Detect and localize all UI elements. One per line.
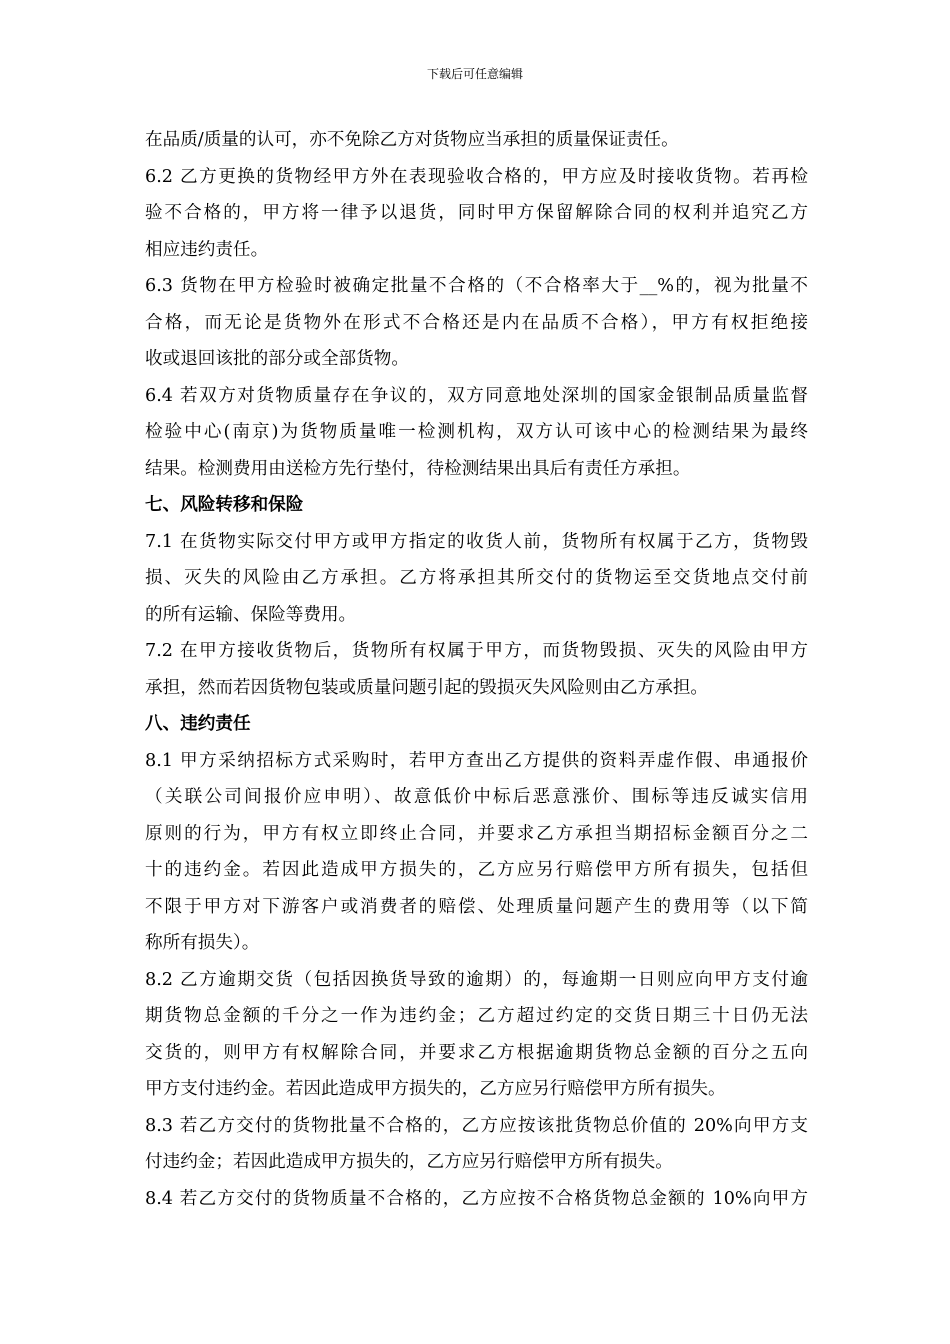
body-text-line: 7.1 在货物实际交付甲方或甲方指定的收货人前，货物所有权属于乙方，货物毁: [145, 531, 808, 552]
body-text-line: 原则的行为，甲方有权立即终止合同，并要求乙方承担当期招标金额百分之二: [145, 823, 808, 844]
body-text-line: 十的违约金。若因此造成甲方损失的，乙方应另行赔偿甲方所有损失，包括但: [145, 860, 808, 880]
body-text-line: 验不合格的，甲方将一律予以退货，同时甲方保留解除合同的权利并追究乙方: [145, 203, 808, 223]
page-header: 下载后可任意编辑: [426, 67, 523, 81]
body-text-line: 相应违约责任。: [145, 239, 269, 260]
body-text-line: 称所有损失）。: [145, 933, 260, 953]
document-body: [145, 122, 808, 1217]
body-text-line: 7.2 在甲方接收货物后，货物所有权属于甲方，而货物毁损、灭失的风险由甲方: [145, 641, 808, 661]
body-text-line: 损、灭失的风险由乙方承担。乙方将承担其所交付的货物运至交货地点交付前: [145, 568, 808, 588]
body-text-line: 期货物总金额的千分之一作为违约金；乙方超过约定的交货日期三十日仍无法: [145, 1006, 808, 1026]
body-text-line: 8.4 若乙方交付的货物质量不合格的，乙方应按不合格货物总金额的 10%向甲方: [145, 1188, 808, 1209]
body-text-line: 收或退回该批的部分或全部货物。: [145, 349, 409, 369]
body-text-line: 6.4 若双方对货物质量存在争议的，双方同意地处深圳的国家金银制品质量监督: [145, 385, 808, 406]
body-text-line: 不限于甲方对下游客户或消费者的赔偿、处理质量问题产生的费用等（以下简: [145, 896, 808, 917]
body-text-line: 检验中心(南京)为货物质量唯一检测机构，双方认可该中心的检测结果为最终: [145, 422, 808, 442]
body-text-line: （关联公司间报价应申明）、故意低价中标后恶意涨价、围标等违反诚实信用: [145, 787, 808, 807]
body-text-line: 在品质/质量的认可，亦不免除乙方对货物应当承担的质量保证责任。: [145, 130, 679, 150]
body-text-line: 结果。检测费用由送检方先行垫付，待检测结果出具后有责任方承担。: [145, 458, 691, 479]
body-text-line: 6.3 货物在甲方检验时被确定批量不合格的（不合格率大于__%的，视为批量不: [145, 276, 808, 296]
section-heading: 八、违约责任: [145, 713, 251, 734]
body-text-line: 付违约金；若因此造成甲方损失的，乙方应另行赔偿甲方所有损失。: [145, 1152, 673, 1172]
body-text-line: 的所有运输、保险等费用。: [145, 604, 357, 625]
body-text-line: 交货的，则甲方有权解除合同，并要求乙方根据逾期货物总金额的百分之五向: [145, 1042, 808, 1063]
body-text-line: 8.2 乙方逾期交货（包括因换货导致的逾期）的，每逾期一日则应向甲方支付逾: [145, 969, 808, 990]
body-text-line: 6.2 乙方更换的货物经甲方外在表现验收合格的，甲方应及时接收货物。若再检: [145, 166, 808, 187]
body-text-line: 承担，然而若因货物包装或质量问题引起的毁损灭失风险则由乙方承担。: [145, 677, 709, 698]
body-text-line: 8.3 若乙方交付的货物批量不合格的，乙方应按该批货物总价值的 20%向甲方支: [145, 1115, 808, 1136]
section-heading: 七、风险转移和保险: [145, 494, 304, 515]
body-text-line: 甲方支付违约金。若因此造成甲方损失的，乙方应另行赔偿甲方所有损失。: [145, 1079, 726, 1099]
body-text-line: 8.1 甲方采纳招标方式采购时，若甲方查出乙方提供的资料弄虚作假、串通报价: [145, 750, 808, 771]
body-text-line: 合格，而无论是货物外在形式不合格还是内在品质不合格），甲方有权拒绝接: [145, 312, 808, 333]
